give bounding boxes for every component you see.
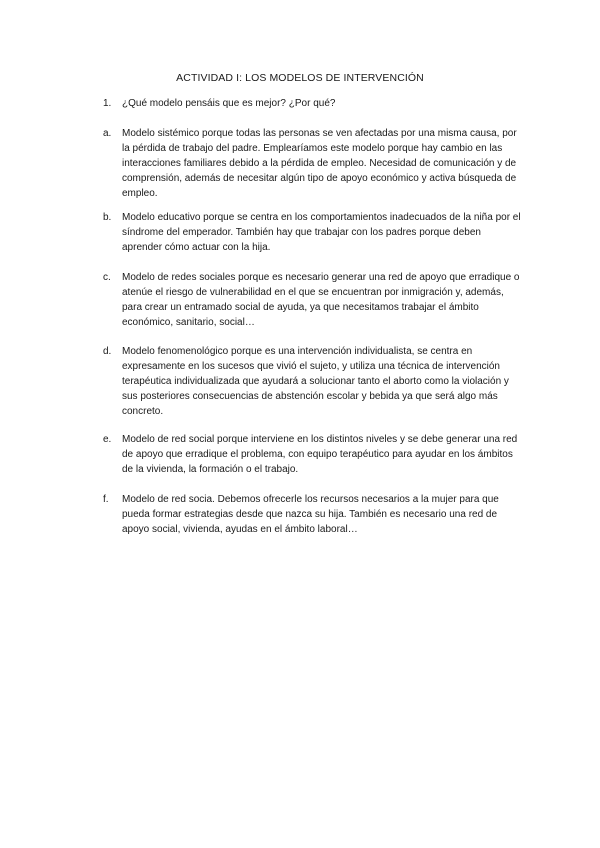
answer-item-d bbox=[103, 344, 523, 419]
answer-marker: f. bbox=[103, 494, 109, 505]
answer-item-f bbox=[103, 492, 523, 537]
answer-item-e bbox=[103, 432, 523, 477]
answer-marker: e. bbox=[103, 434, 112, 445]
page-title: ACTIVIDAD I: LOS MODELOS DE INTERVENCIÓN bbox=[176, 72, 424, 84]
answer-item-b bbox=[103, 210, 523, 255]
answer-text: Modelo fenomenológico porque es una intervención individualista, se centra en expresamente en los sucesos que vivió el sujeto, y utiliza una técnica de intervención terapéutica individualizada que ayudará a solucionar tanto el aborto como la violación y sus posteriores consecuencias de abstención escolar y bebida ya que será algo más concreto. bbox=[122, 346, 509, 417]
answer-text: Modelo sistémico porque todas las personas se ven afectadas por una misma causa, por la pérdida de trabajo del padre. Emplearíamos este modelo porque hay cambio en las interacciones familiares debido a la pérdida de empleo. Necesidad de comunicación y de comprensión, además de necesitar algún tipo de apoyo económico y activa búsqueda de empleo. bbox=[122, 128, 517, 199]
answer-item-a bbox=[103, 126, 523, 201]
answer-marker: a. bbox=[103, 128, 112, 139]
answer-text: Modelo de red socia. Debemos ofrecerle los recursos necesarios a la mujer para que pueda formar estrategias desde que nazca su hija. También es necesario una red de apoyo social, vivienda, ayudas en el ámbito laboral… bbox=[122, 494, 499, 535]
question-number: 1. bbox=[103, 98, 112, 109]
answer-text: Modelo educativo porque se centra en los comportamientos inadecuados de la niña por el síndrome del emperador. También hay que trabajar con los padres porque deben aprender cómo actuar con la hija. bbox=[122, 212, 521, 253]
answer-text: Modelo de redes sociales porque es necesario generar una red de apoyo que erradique o atenúe el riesgo de vulnerabilidad en el que se encuentran por inmigración y, además, para crear un entramado social de ayuda, ya que necesitamos trabajar el ámbito económico, sanitario, social… bbox=[122, 272, 520, 328]
answer-item-c bbox=[103, 270, 523, 330]
answer-marker: b. bbox=[103, 212, 112, 223]
answer-marker: d. bbox=[103, 346, 112, 357]
question-text: ¿Qué modelo pensáis que es mejor? ¿Por qué? bbox=[122, 98, 336, 109]
question-item bbox=[103, 96, 523, 111]
answer-marker: c. bbox=[103, 272, 111, 283]
answer-text: Modelo de red social porque interviene en los distintos niveles y se debe generar una red de apoyo que erradique el problema, con equipo terapéutico para ayudar en los ámbitos de la vivienda, la formación o el trabajo. bbox=[122, 434, 518, 475]
